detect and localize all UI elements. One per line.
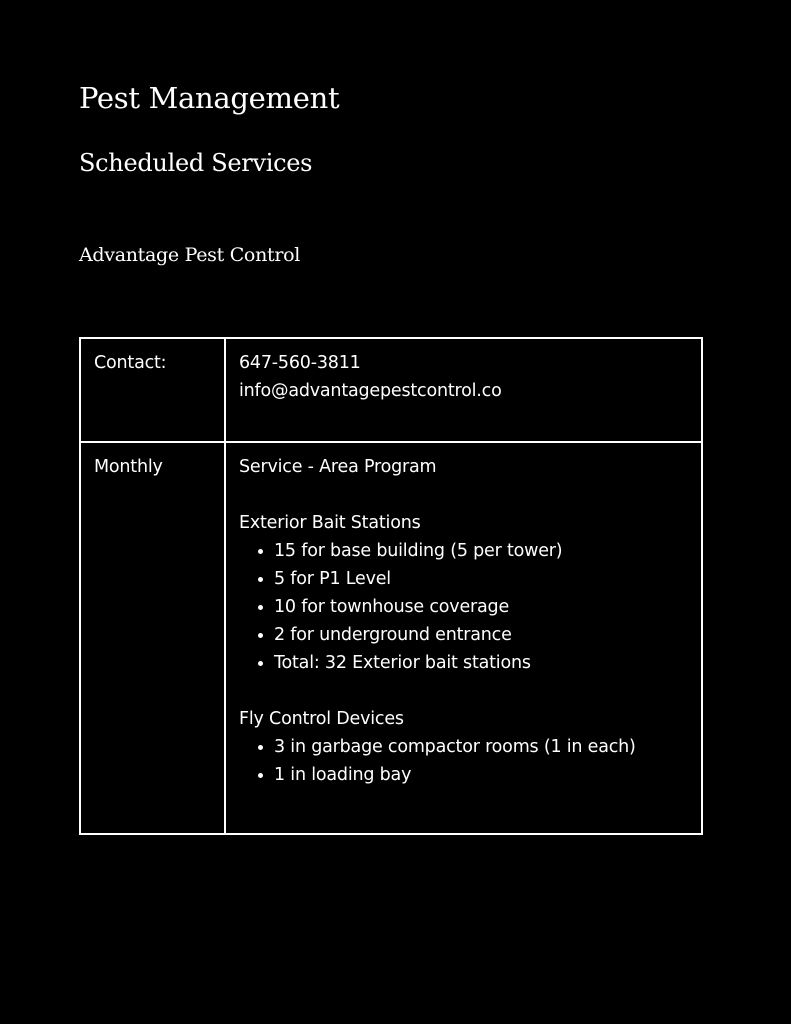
fly-control-heading: Fly Control Devices	[239, 709, 404, 729]
bait-stations-heading: Exterior Bait Stations	[239, 513, 421, 533]
list-item: 15 for base building (5 per tower)	[239, 537, 688, 565]
contact-phone: 647-560-3811	[239, 353, 361, 373]
services-table	[79, 337, 703, 835]
monthly-label-cell	[80, 442, 225, 834]
service-program: Service - Area Program	[239, 457, 437, 477]
page-title: Pest Management	[79, 81, 340, 115]
monthly-value-cell	[225, 442, 702, 834]
list-item: 3 in garbage compactor rooms (1 in each)	[239, 733, 688, 761]
list-item: 2 for underground entrance	[239, 621, 688, 649]
fly-control-list	[239, 733, 688, 789]
spacer	[239, 481, 688, 509]
table-row-contact	[80, 338, 702, 442]
table-row-monthly	[80, 442, 702, 834]
bait-stations-list	[239, 537, 688, 677]
contact-value-cell	[225, 338, 702, 442]
monthly-label: Monthly	[94, 457, 163, 477]
contact-email: info@advantagepestcontrol.co	[239, 381, 502, 401]
spacer	[239, 677, 688, 705]
page-subtitle: Scheduled Services	[79, 149, 313, 177]
contact-label: Contact:	[94, 353, 167, 373]
list-item: Total: 32 Exterior bait stations	[239, 649, 688, 677]
contact-label-cell	[80, 338, 225, 442]
list-item: 1 in loading bay	[239, 761, 688, 789]
list-item: 5 for P1 Level	[239, 565, 688, 593]
list-item: 10 for townhouse coverage	[239, 593, 688, 621]
company-name: Advantage Pest Control	[79, 244, 301, 266]
